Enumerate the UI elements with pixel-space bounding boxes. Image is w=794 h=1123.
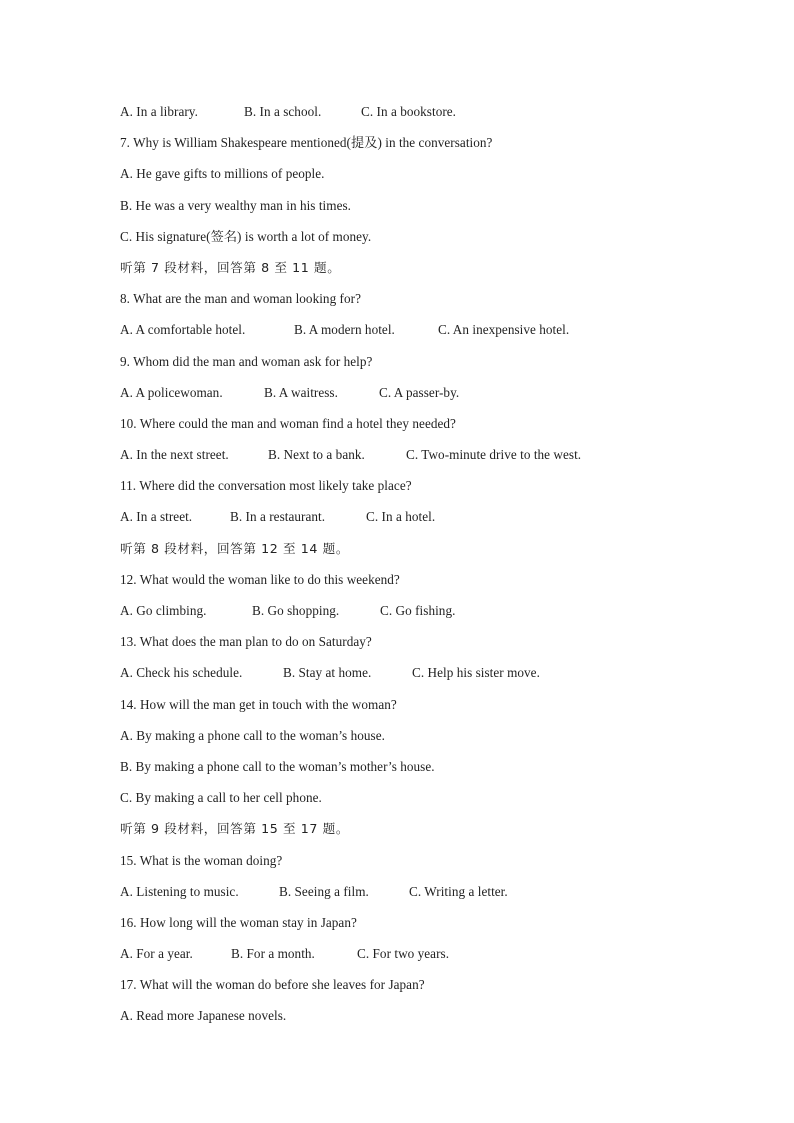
question-16: 16. How long will the woman stay in Japan? — [120, 914, 357, 930]
question-12: 12. What would the woman like to do this weekend? — [120, 571, 400, 587]
section-heading: 听第 8 段材料，回答第 12 至 14 题。 — [120, 540, 350, 556]
option-a: A. In the next street. — [120, 447, 229, 463]
answer-line: C. His signature(签名) is worth a lot of money. — [120, 228, 372, 244]
options-line — [120, 320, 740, 351]
option-a: A. Listening to music. — [120, 883, 239, 899]
option-a: A. For a year. — [120, 946, 193, 962]
question-7: 7. Why is William Shakespeare mentioned(提及) in the conversation? — [120, 135, 493, 151]
answer-line: C. By making a call to her cell phone. — [120, 790, 322, 806]
option-b: B. Go shopping. — [252, 603, 340, 618]
option-c: C. An inexpensive hotel. — [438, 322, 570, 338]
answer-line: B. By making a phone call to the woman’s mother’s house. — [120, 758, 435, 774]
section-heading: 听第 9 段材料，回答第 15 至 17 题。 — [120, 821, 350, 837]
options-line — [120, 383, 740, 414]
option-a: A. In a library. — [120, 104, 198, 119]
question-list — [120, 102, 740, 1038]
options-line — [120, 601, 740, 632]
option-c: C. In a bookstore. — [361, 104, 457, 119]
question-15: 15. What is the woman doing? — [120, 852, 283, 868]
option-b: B. In a restaurant. — [230, 509, 326, 525]
option-b: B. A waitress. — [264, 384, 338, 400]
answer-line: B. He was a very wealthy man in his times. — [120, 197, 352, 213]
option-b: B. A modern hotel. — [294, 322, 395, 338]
question-9: 9. Whom did the man and woman ask for help? — [120, 353, 373, 369]
section-heading: 听第 7 段材料，回答第 8 至 11 题。 — [120, 259, 341, 275]
question-17: 17. What will the woman do before she leaves for Japan? — [120, 977, 425, 993]
option-c: C. Two-minute drive to the west. — [406, 447, 582, 463]
option-c: C. Go fishing. — [380, 603, 456, 618]
answer-line: A. Read more Japanese novels. — [120, 1008, 287, 1024]
option-c: C. In a hotel. — [366, 509, 436, 525]
option-c: C. A passer-by. — [379, 384, 460, 400]
question-11: 11. Where did the conversation most likely take place? — [120, 478, 412, 494]
question-8: 8. What are the man and woman looking for? — [120, 291, 361, 307]
question-13: 13. What does the man plan to do on Saturday? — [120, 634, 372, 650]
question-14: 14. How will the man get in touch with the woman? — [120, 696, 397, 712]
option-c: C. For two years. — [357, 946, 450, 962]
option-c: C. Help his sister move. — [412, 665, 540, 681]
answer-line: A. He gave gifts to millions of people. — [120, 166, 325, 182]
option-b: B. For a month. — [231, 946, 315, 962]
option-b: B. Stay at home. — [283, 665, 372, 681]
option-c: C. Writing a letter. — [409, 883, 508, 899]
options-line — [120, 882, 740, 913]
option-b: B. Seeing a film. — [279, 883, 369, 899]
option-b: B. Next to a bank. — [268, 447, 365, 463]
options-line — [120, 445, 740, 476]
option-b: B. In a school. — [244, 104, 322, 119]
option-a: A. A comfortable hotel. — [120, 322, 246, 338]
option-a: A. A policewoman. — [120, 384, 223, 400]
answer-line: A. By making a phone call to the woman’s house. — [120, 727, 385, 743]
options-line — [120, 102, 740, 133]
options-line — [120, 507, 740, 538]
option-a: A. Go climbing. — [120, 603, 207, 618]
option-a: A. In a street. — [120, 509, 193, 525]
option-a: A. Check his schedule. — [120, 665, 243, 681]
question-10: 10. Where could the man and woman find a hotel they needed? — [120, 415, 456, 431]
options-line — [120, 944, 740, 975]
options-line — [120, 663, 740, 694]
